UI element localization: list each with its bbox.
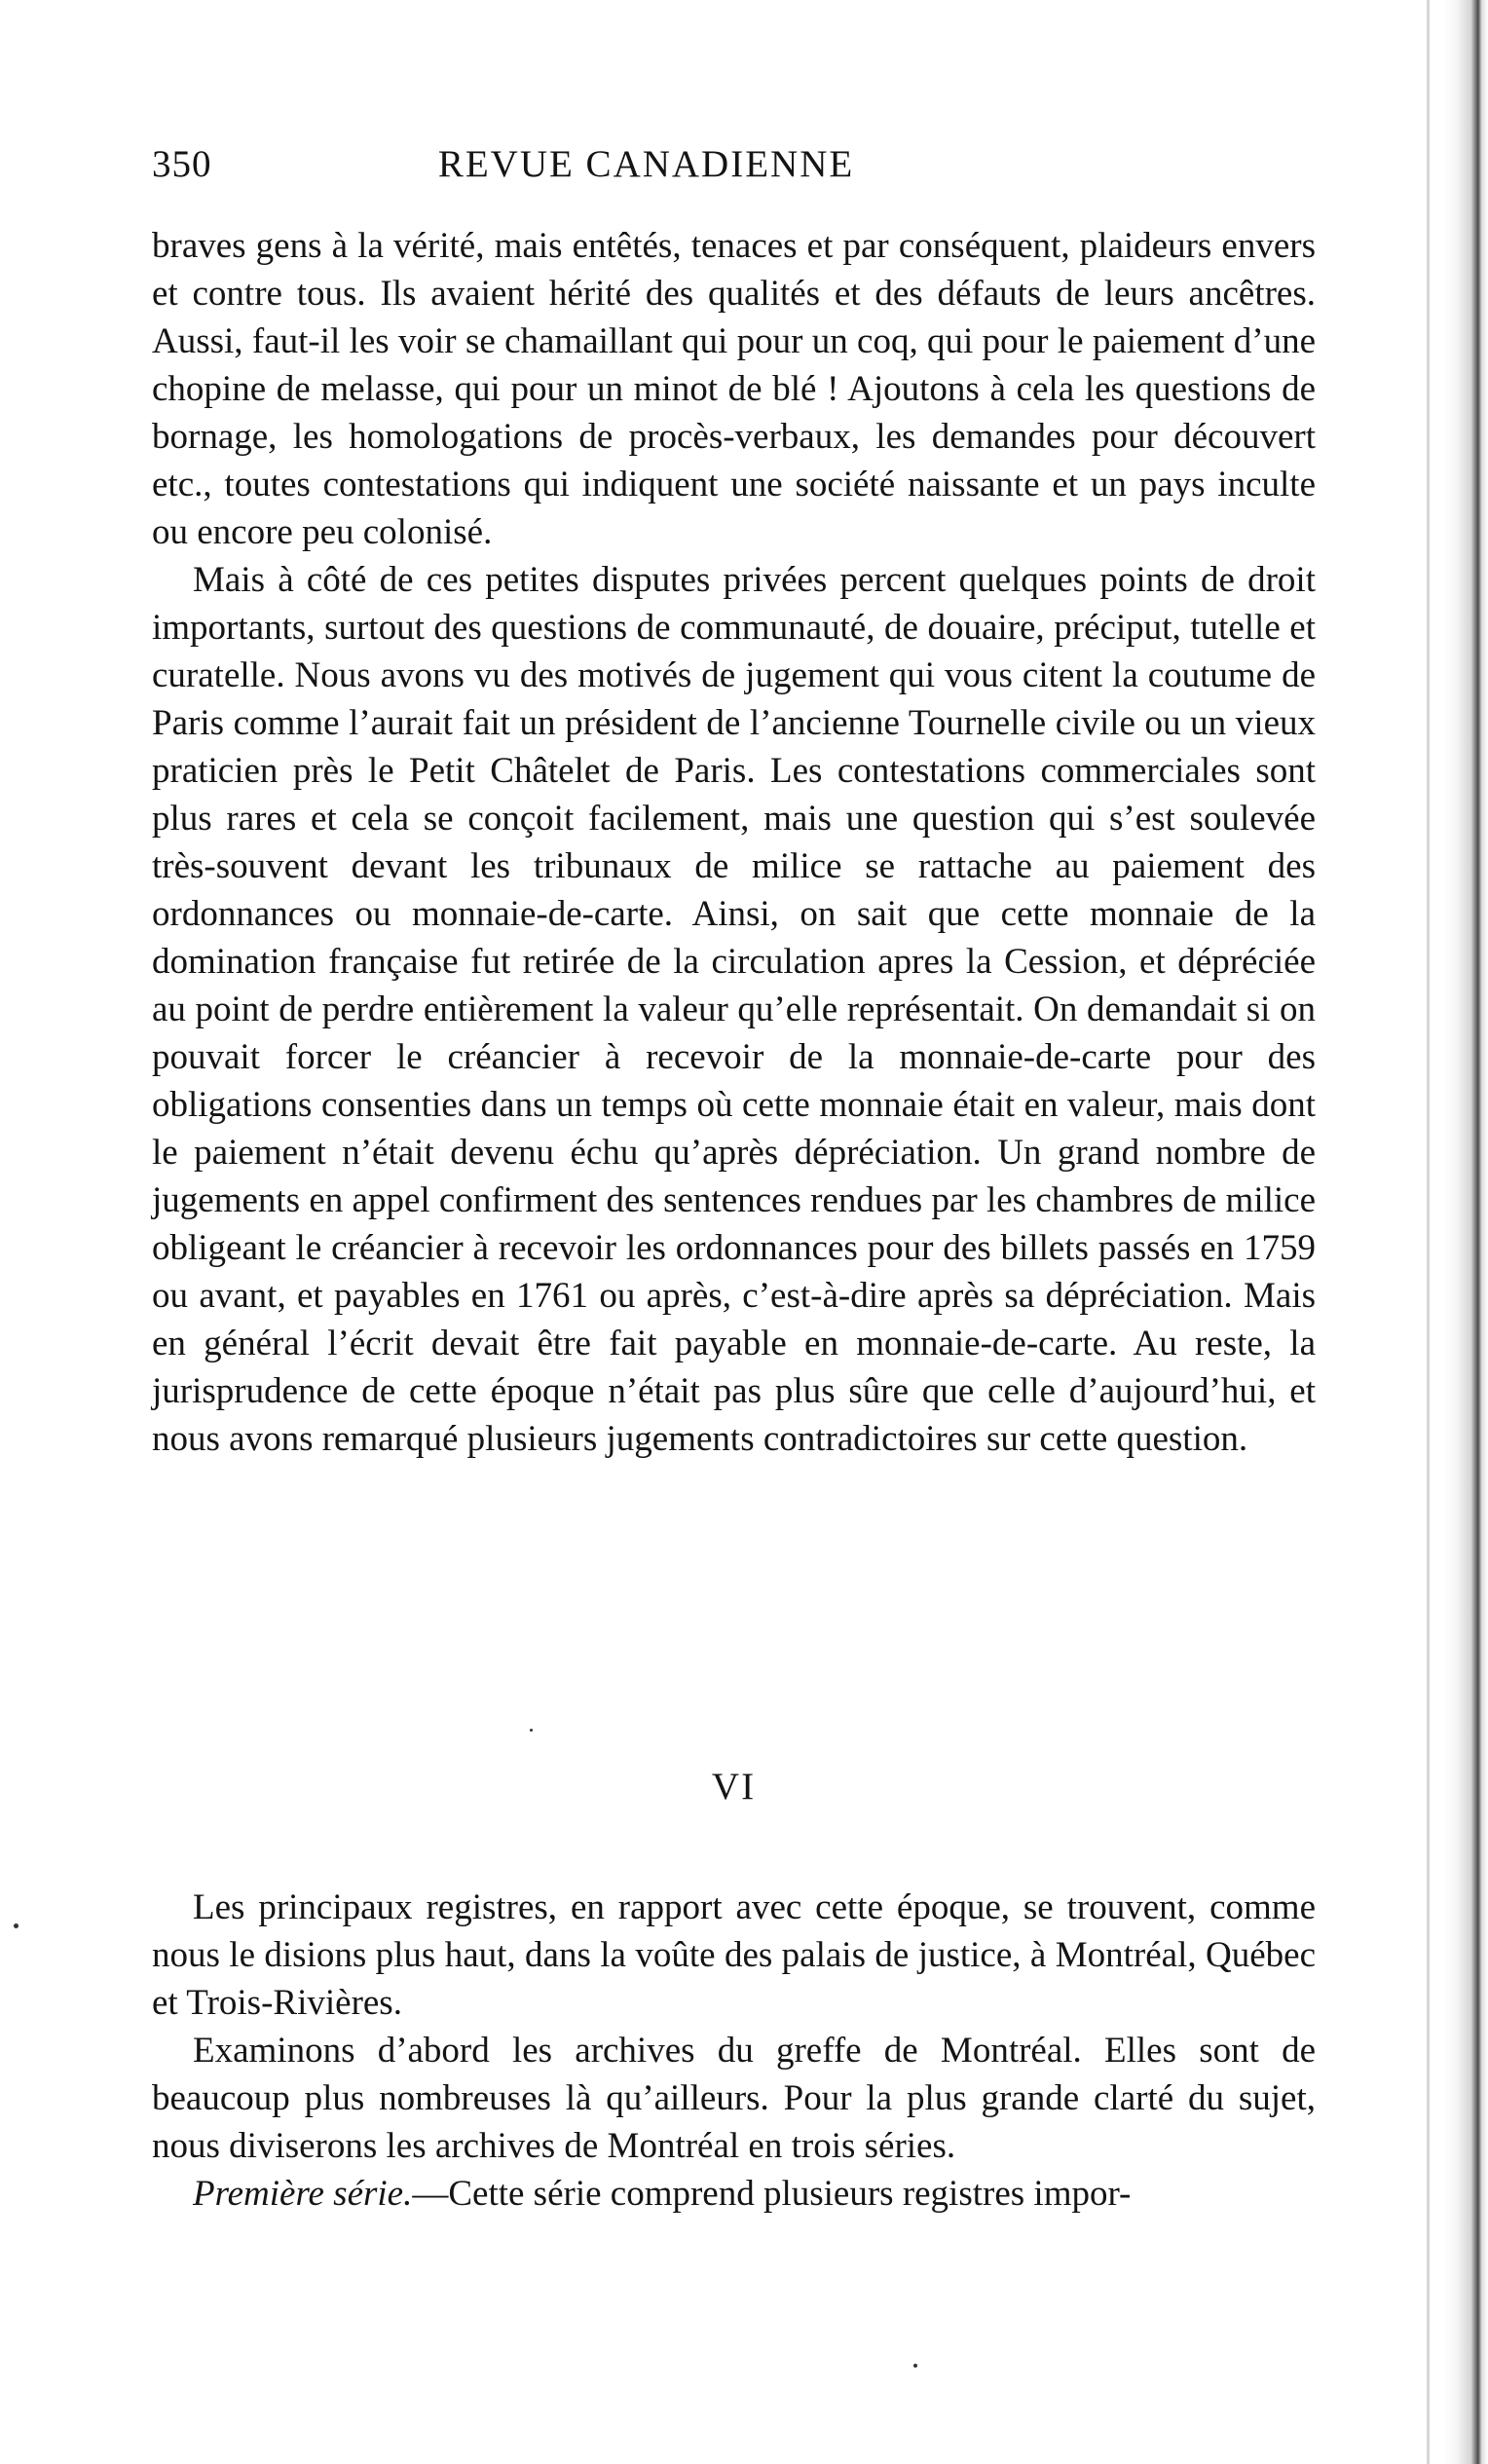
scan-speck (913, 2364, 917, 2368)
paragraph-premiere-serie (152, 2170, 1316, 2218)
scan-page-edge (1443, 0, 1488, 2464)
paragraph-jurisprudence: Mais à côté de ces petites disputes privées percent quelques points de droit importants, surtout des questions de communauté, de douaire, préciput, tutelle et curatelle. Nous avons vu des motivés de jugement qui vous citent la coutume de Paris comme l’aurait fait un président de l’ancienne Tournelle civile ou un vieux praticien près le Petit Châtelet de Paris. Les contestations commerciales sont plus rares et cela se conçoit facilement, mais une question qui s’est soulevée très-souvent devant les tribunaux de milice se rattache au paiement des ordonnances ou monnaie-de-carte. Ainsi, on sait que cette monnaie de la domination française fut retirée de la circulation apres la Cession, et dépréciée au point de perdre entièrement la valeur qu’elle représentait. On demandait si on pouvait forcer le créancier à recevoir de la monnaie-de-carte pour des obligations consenties dans un temps où cette monnaie était en valeur, mais dont le paiement n’était devenu échu qu’après dépréciation. Un grand nombre de jugements en appel confirment des sentences rendues par les chambres de milice obligeant le créancier à recevoir les ordonnances pour des billets passés en 1759 ou avant, et payables en 1761 ou après, c’est-à-dire après sa dépréciation. Mais en général l’écrit devait être fait payable en monnaie-de-carte. Au reste, la jurisprudence de cette époque n’était pas plus sûre que celle d’aujourd’hui, et nous avons remarqué plusieurs jugements contradictoires sur cette question. (152, 560, 1316, 1459)
page-number: 350 (152, 143, 212, 185)
scan-speck (14, 1923, 19, 1928)
paragraph-archives-montreal: Examinons d’abord les archives du greffe de Montréal. Elles sont de beaucoup plus nombreuses là qu’ailleurs. Pour la plus grande clarté du sujet, nous diviserons les archives de Montréal en trois séries. (152, 2031, 1316, 2166)
series-text: —Cette série comprend plusieurs registres impor- (412, 2174, 1132, 2214)
paragraph-registres: Les principaux registres, en rapport avec cette époque, se trouvent, comme nous le disions plus haut, dans la voûte des palais de justice, à Montréal, Québec et Trois-Rivières. (152, 1887, 1316, 2023)
paragraph-continuation: braves gens à la vérité, mais entêtés, tenaces et par conséquent, plaideurs envers et contre tous. Ils avaient hérité des qualités et des défauts de leurs ancêtres. Aussi, faut-il les voir se chamaillant qui pour un coq, qui pour le paiement d’une chopine de melasse, qui pour un minot de blé ! Ajoutons à cela les questions de bornage, les homologations de procès-verbaux, les demandes pour découvert etc., toutes contestations qui indiquent une société naissante et un pays inculte ou encore peu colonisé. (152, 226, 1316, 552)
scan-speck (530, 1729, 533, 1732)
running-head (152, 142, 1316, 191)
body-text-upper (152, 222, 1316, 1463)
body-text-lower (152, 1884, 1316, 2218)
section-heading: VI (711, 1766, 757, 1808)
scan-binding-shadow (1427, 0, 1430, 2464)
journal-title: REVUE CANADIENNE (437, 143, 855, 185)
series-label: Première série. (193, 2174, 413, 2214)
